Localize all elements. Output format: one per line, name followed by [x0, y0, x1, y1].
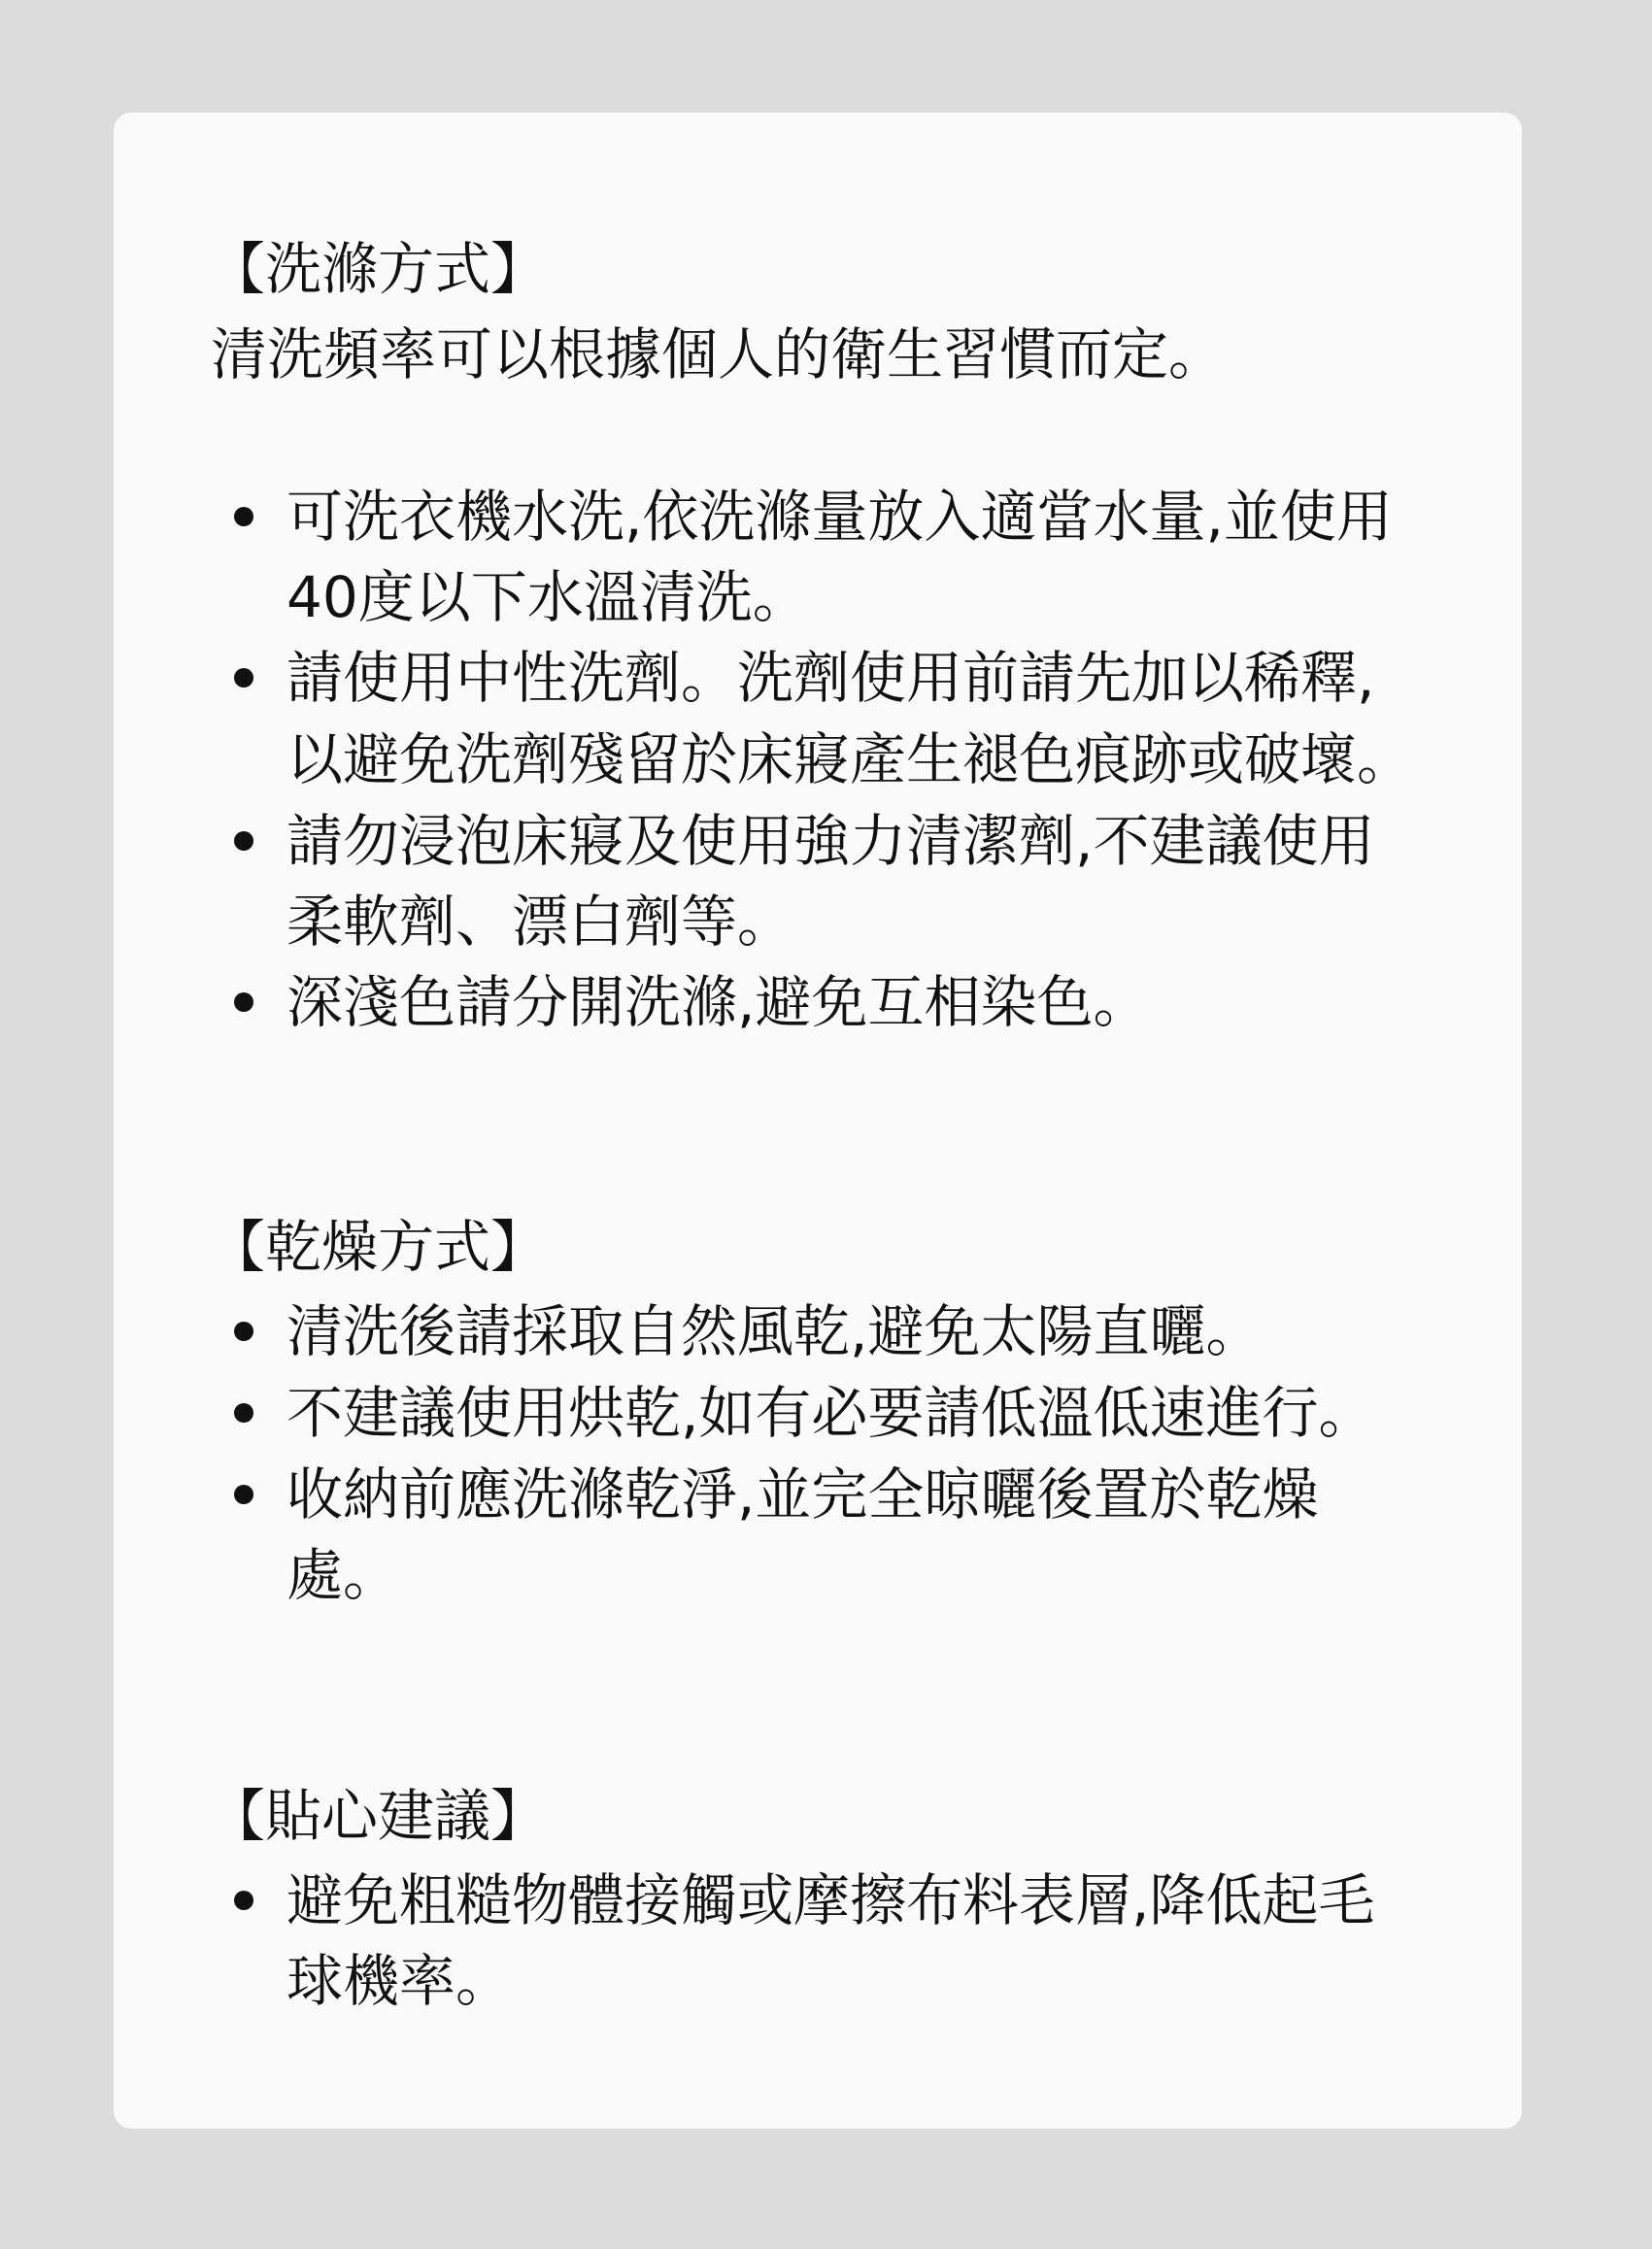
- tips-item-1-line-2: 球機率。: [287, 1948, 513, 2014]
- washing-item-1-line-1: 可洗衣機水洗,依洗滌量放入適當水量,並使用: [287, 484, 1393, 550]
- bullet-point: [234, 1403, 253, 1423]
- tips-heading: 【貼心建議】: [209, 1783, 548, 1849]
- bullet-point: [234, 1322, 253, 1341]
- washing-item-4-line-1: 深淺色請分開洗滌,避免互相染色。: [287, 969, 1150, 1035]
- bullet-point: [234, 668, 253, 688]
- drying-item-3-line-2: 處。: [287, 1542, 400, 1608]
- bullet-point: [234, 831, 253, 851]
- bullet-point: [234, 507, 253, 526]
- washing-item-1-line-2: 40度以下水溫清洗。: [287, 564, 809, 630]
- drying-item-2-line-1: 不建議使用烘乾,如有必要請低溫低速進行。: [287, 1380, 1375, 1446]
- tips-item-1-line-1: 避免粗糙物體接觸或摩擦布料表層,降低起毛: [287, 1867, 1375, 1933]
- drying-item-1-line-1: 清洗後請採取自然風乾,避免太陽直曬。: [287, 1298, 1263, 1364]
- washing-intro: 清洗頻率可以根據個人的衛生習慣而定。: [211, 321, 1226, 387]
- drying-item-3-line-1: 收納前應洗滌乾淨,並完全晾曬後置於乾燥: [287, 1461, 1319, 1527]
- washing-item-2-line-2: 以避免洗劑殘留於床寢產生褪色痕跡或破壞。: [287, 726, 1414, 792]
- washing-item-2-line-1: 請使用中性洗劑。洗劑使用前請先加以稀釋,: [287, 645, 1375, 711]
- bullet-point: [234, 1485, 253, 1504]
- drying-heading: 【乾燥方式】: [209, 1214, 548, 1280]
- bullet-point: [234, 992, 253, 1012]
- washing-heading: 【洗滌方式】: [209, 236, 548, 302]
- bullet-point: [234, 1891, 253, 1910]
- washing-item-3-line-1: 請勿浸泡床寢及使用強力清潔劑,不建議使用: [287, 808, 1375, 874]
- care-instructions-card: [114, 113, 1522, 2129]
- washing-item-3-line-2: 柔軟劑、漂白劑等。: [287, 889, 794, 955]
